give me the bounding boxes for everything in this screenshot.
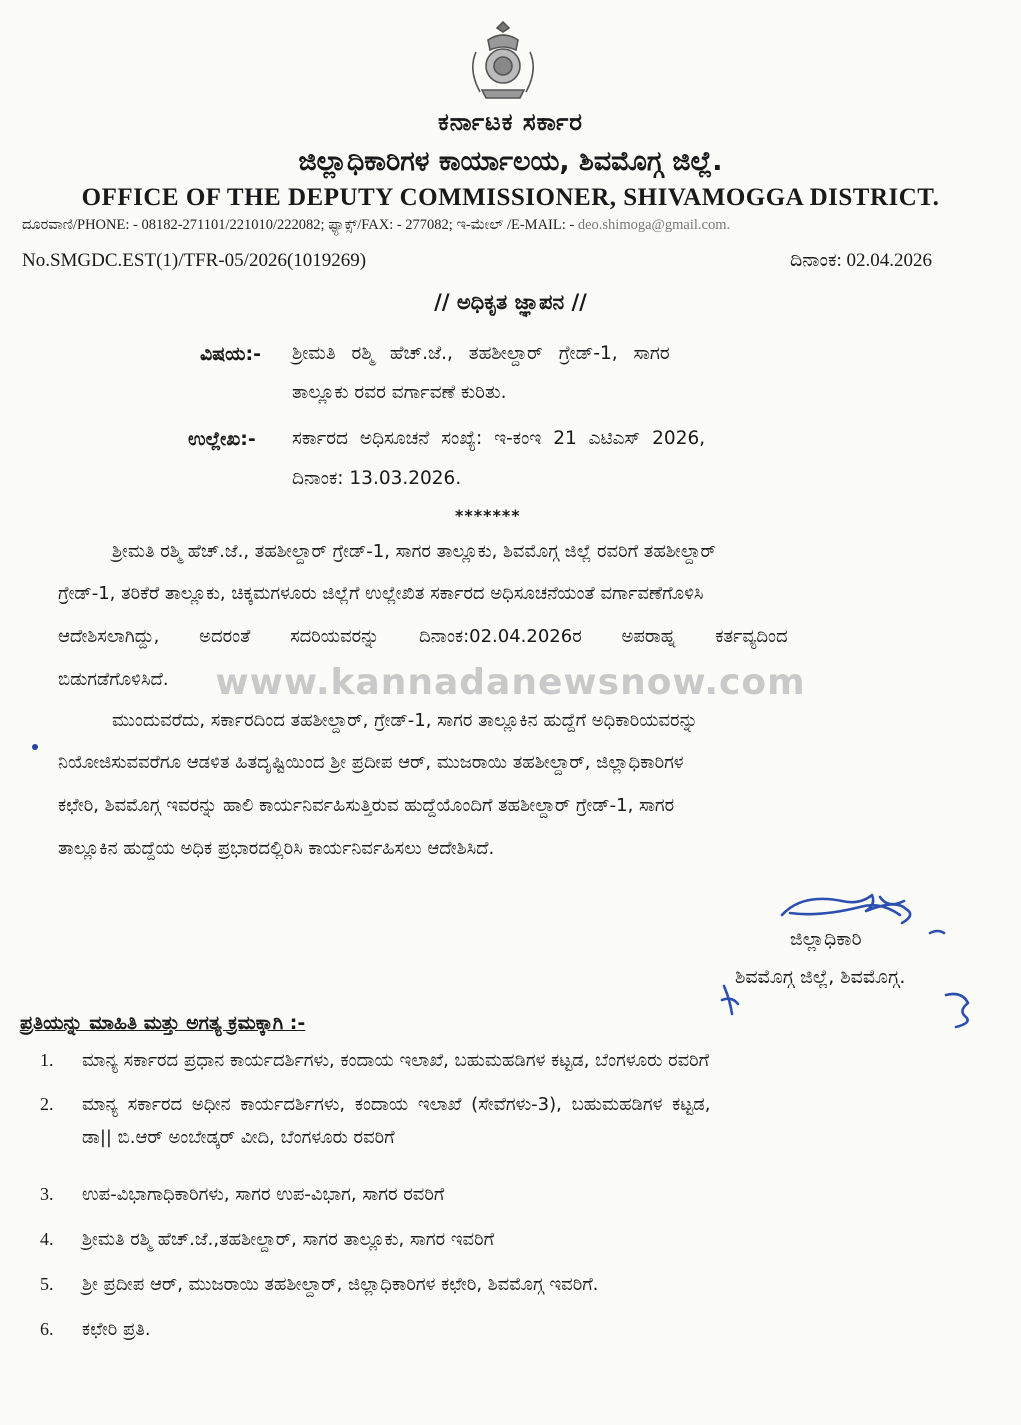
signatory-title: ಜಿಲ್ಲಾಧಿಕಾರಿ	[790, 928, 862, 950]
office-name-english: OFFICE OF THE DEPUTY COMMISSIONER, SHIVAMOGGA DISTRICT.	[81, 184, 940, 211]
reference-number: No.SMGDC.EST(1)/TFR-05/2026(1019269)	[22, 250, 367, 271]
list-item	[40, 1229, 1000, 1274]
subject-line-1: ಶ್ರೀಮತಿ ರಶ್ಮಿ ಹೆಚ್.ಜೆ., ತಹಶೀಲ್ದಾರ್ ಗ್ರೇಡ್-1, ಸಾಗರ	[292, 343, 670, 364]
paragraph-2-line-1: ಮುಂದುವರೆದು, ಸರ್ಕಾರದಿಂದ ತಹಶೀಲ್ದಾರ್, ಗ್ರೇಡ್-1, ಸಾಗರ ತಾಲ್ಲೂಕಿನ ಹುದ್ದೆಗೆ ಅಧಿಕಾರಿಯವರನ್ನು	[112, 710, 698, 731]
list-item	[40, 1319, 1000, 1364]
memo-title: // ಅಧಿಕೃತ ಜ್ಞಾಪನ //	[434, 290, 587, 314]
government-name: ಕರ್ನಾಟಕ ಸರ್ಕಾರ	[437, 108, 584, 136]
list-item-number: 5.	[40, 1274, 54, 1294]
signatory-place: ಶಿವಮೊಗ್ಗ ಜಿಲ್ಲೆ, ಶಿವಮೊಗ್ಗ.	[735, 966, 906, 988]
list-item-number: 2.	[40, 1094, 54, 1114]
document-date: ದಿನಾಂಕ: 02.04.2026	[790, 250, 933, 271]
list-item	[40, 1274, 1000, 1319]
contact-details: ದೂರವಾಣಿ/PHONE: - 08182-271101/221010/222082; ಫ್ಯಾಕ್ಸ್/FAX: - 277082; ಇ-ಮೇಲ್ /E-MAIL: -	[22, 217, 578, 233]
office-name-kannada: ಜಿಲ್ಲಾಧಿಕಾರಿಗಳ ಕಾರ್ಯಾಲಯ, ಶಿವಮೊಗ್ಗ ಜಿಲ್ಲೆ.	[298, 146, 723, 177]
list-item-text: ಕಛೇರಿ ಪ್ರತಿ.	[82, 1319, 151, 1340]
list-item-number: 1.	[40, 1050, 54, 1070]
list-item-text: ಮಾನ್ಯ ಸರ್ಕಾರದ ಪ್ರಧಾನ ಕಾರ್ಯದರ್ಶಿಗಳು, ಕಂದಾಯ ಇಲಾಖೆ, ಬಹುಮಹಡಿಗಳ ಕಟ್ಟಡ, ಬೆಂಗಳೂರು ರವರಿಗೆ	[82, 1050, 710, 1071]
copy-to-list	[40, 1050, 1000, 1364]
paragraph-1-line-3: ಆದೇಶಿಸಲಾಗಿದ್ದು, ಅದರಂತೆ ಸದರಿಯವರನ್ನು ದಿನಾಂಕ:02.04.2026ರ ಅಪರಾಹ್ನ ಕರ್ತವ್ಯದಿಂದ	[58, 626, 788, 647]
contact-line	[22, 217, 1002, 234]
subject-line-2: ತಾಲ್ಲೂಕು ರವರ ವರ್ಗಾವಣೆ ಕುರಿತು.	[292, 382, 507, 403]
paragraph-2-line-4: ತಾಲ್ಲೂಕಿನ ಹುದ್ದೆಯ ಅಧಿಕ ಪ್ರಭಾರದಲ್ಲಿರಿಸಿ ಕಾರ್ಯನಿರ್ವಹಿಸಲು ಆದೇಶಿಸಿದೆ.	[58, 838, 495, 859]
list-item-text: ಶ್ರೀಮತಿ ರಶ್ಮಿ ಹೆಚ್.ಜೆ.,ತಹಶೀಲ್ದಾರ್, ಸಾಗರ ತಾಲ್ಲೂಕು, ಸಾಗರ ಇವರಿಗೆ	[82, 1229, 495, 1250]
list-item-text: ಶ್ರೀ ಪ್ರದೀಪ ಆರ್, ಮುಜರಾಯಿ ತಹಶೀಲ್ದಾರ್, ಜಿಲ್ಲಾಧಿಕಾರಿಗಳ ಕಛೇರಿ, ಶಿವಮೊಗ್ಗ ಇವರಿಗೆ.	[82, 1274, 599, 1295]
ink-dot	[32, 744, 38, 750]
paragraph-2-line-3: ಕಛೇರಿ, ಶಿವಮೊಗ್ಗ ಇವರನ್ನು ಹಾಲಿ ಕಾರ್ಯನಿರ್ವಹಿಸುತ್ತಿರುವ ಹುದ್ದೆಯೊಂದಿಗೆ ತಹಶೀಲ್ದಾರ್ ಗ್ರೇಡ್-1, ಸಾಗರ	[58, 795, 675, 816]
list-item-text: ಉಪ-ವಿಭಾಗಾಧಿಕಾರಿಗಳು, ಸಾಗರ ಉಪ-ವಿಭಾಗ, ಸಾಗರ ರವರಿಗೆ	[82, 1184, 445, 1205]
reference-line-1: ಸರ್ಕಾರದ ಅಧಿಸೂಚನೆ ಸಂಖ್ಯೆ: ಇ-ಕಂಇ 21 ಎಟಿಎಸ್ 2026,	[292, 428, 706, 449]
list-item-text: ಮಾನ್ಯ ಸರ್ಕಾರದ ಅಧೀನ ಕಾರ್ಯದರ್ಶಿಗಳು, ಕಂದಾಯ ಇಲಾಖೆ (ಸೇವೆಗಳು-3), ಬಹುಮಹಡಿಗಳ ಕಟ್ಟಡ,	[82, 1094, 711, 1115]
email-address: deo.shimoga@gmail.com.	[577, 217, 731, 233]
paragraph-1-line-2: ಗ್ರೇಡ್-1, ತರಿಕೆರೆ ತಾಲ್ಲೂಕು, ಚಿಕ್ಕಮಗಳೂರು ಜಿಲ್ಲೆಗೆ ಉಲ್ಲೇಖಿತ ಸರ್ಕಾರದ ಅಧಿಸೂಚನೆಯಂತೆ ವರ್ಗಾವಣೆಗೊಳಿಸಿ	[58, 583, 704, 604]
list-item-text-continued: ಡಾ|| ಬಿ.ಆರ್ ಅಂಬೇಡ್ಕರ್ ವೀದಿ, ಬೆಂಗಳೂರು ರವರಿಗೆ	[82, 1127, 395, 1148]
watermark: www.kannadanewsnow.com	[215, 662, 806, 703]
list-item-number: 3.	[40, 1184, 54, 1204]
paragraph-1-line-4: ಬಿಡುಗಡೆಗೊಳಿಸಿದೆ.	[58, 669, 169, 690]
reference-line-2: ದಿನಾಂಕ: 13.03.2026.	[292, 468, 462, 489]
list-item-number: 6.	[40, 1319, 54, 1339]
list-item	[40, 1094, 1000, 1184]
list-item	[40, 1050, 1000, 1094]
reference-label: ಉಲ್ಲೇಖ:-	[188, 428, 256, 450]
subject-label: ವಿಷಯ:-	[200, 343, 262, 365]
list-item-number: 4.	[40, 1229, 54, 1249]
state-emblem-icon	[458, 18, 548, 104]
paragraph-2-line-2: ನಿಯೋಜಿಸುವವರೆಗೂ ಆಡಳಿತ ಹಿತದೃಷ್ಟಿಯಿಂದ ಶ್ರೀ ಪ್ರದೀಪ ಆರ್, ಮುಜರಾಯಿ ತಹಶೀಲ್ದಾರ್, ಜಿಲ್ಲಾಧಿಕಾರಿಗಳ	[58, 752, 684, 773]
paragraph-1-line-1: ಶ್ರೀಮತಿ ರಶ್ಮಿ ಹೆಚ್.ಜೆ., ತಹಶೀಲ್ದಾರ್ ಗ್ರೇಡ್-1, ಸಾಗರ ತಾಲ್ಲೂಕು, ಶಿವಮೊಗ್ಗ ಜಿಲ್ಲೆ ರವರಿಗೆ ತಹಶೀಲ್ದಾರ್	[112, 541, 716, 562]
handwritten-signature	[770, 885, 1010, 1045]
separator-stars: *******	[455, 506, 521, 525]
list-item	[40, 1184, 1000, 1229]
copy-to-heading: ಪ್ರತಿಯನ್ನು ಮಾಹಿತಿ ಮತ್ತು ಅಗತ್ಯ ಕ್ರಮಕ್ಕಾಗಿ :-	[20, 1012, 306, 1034]
